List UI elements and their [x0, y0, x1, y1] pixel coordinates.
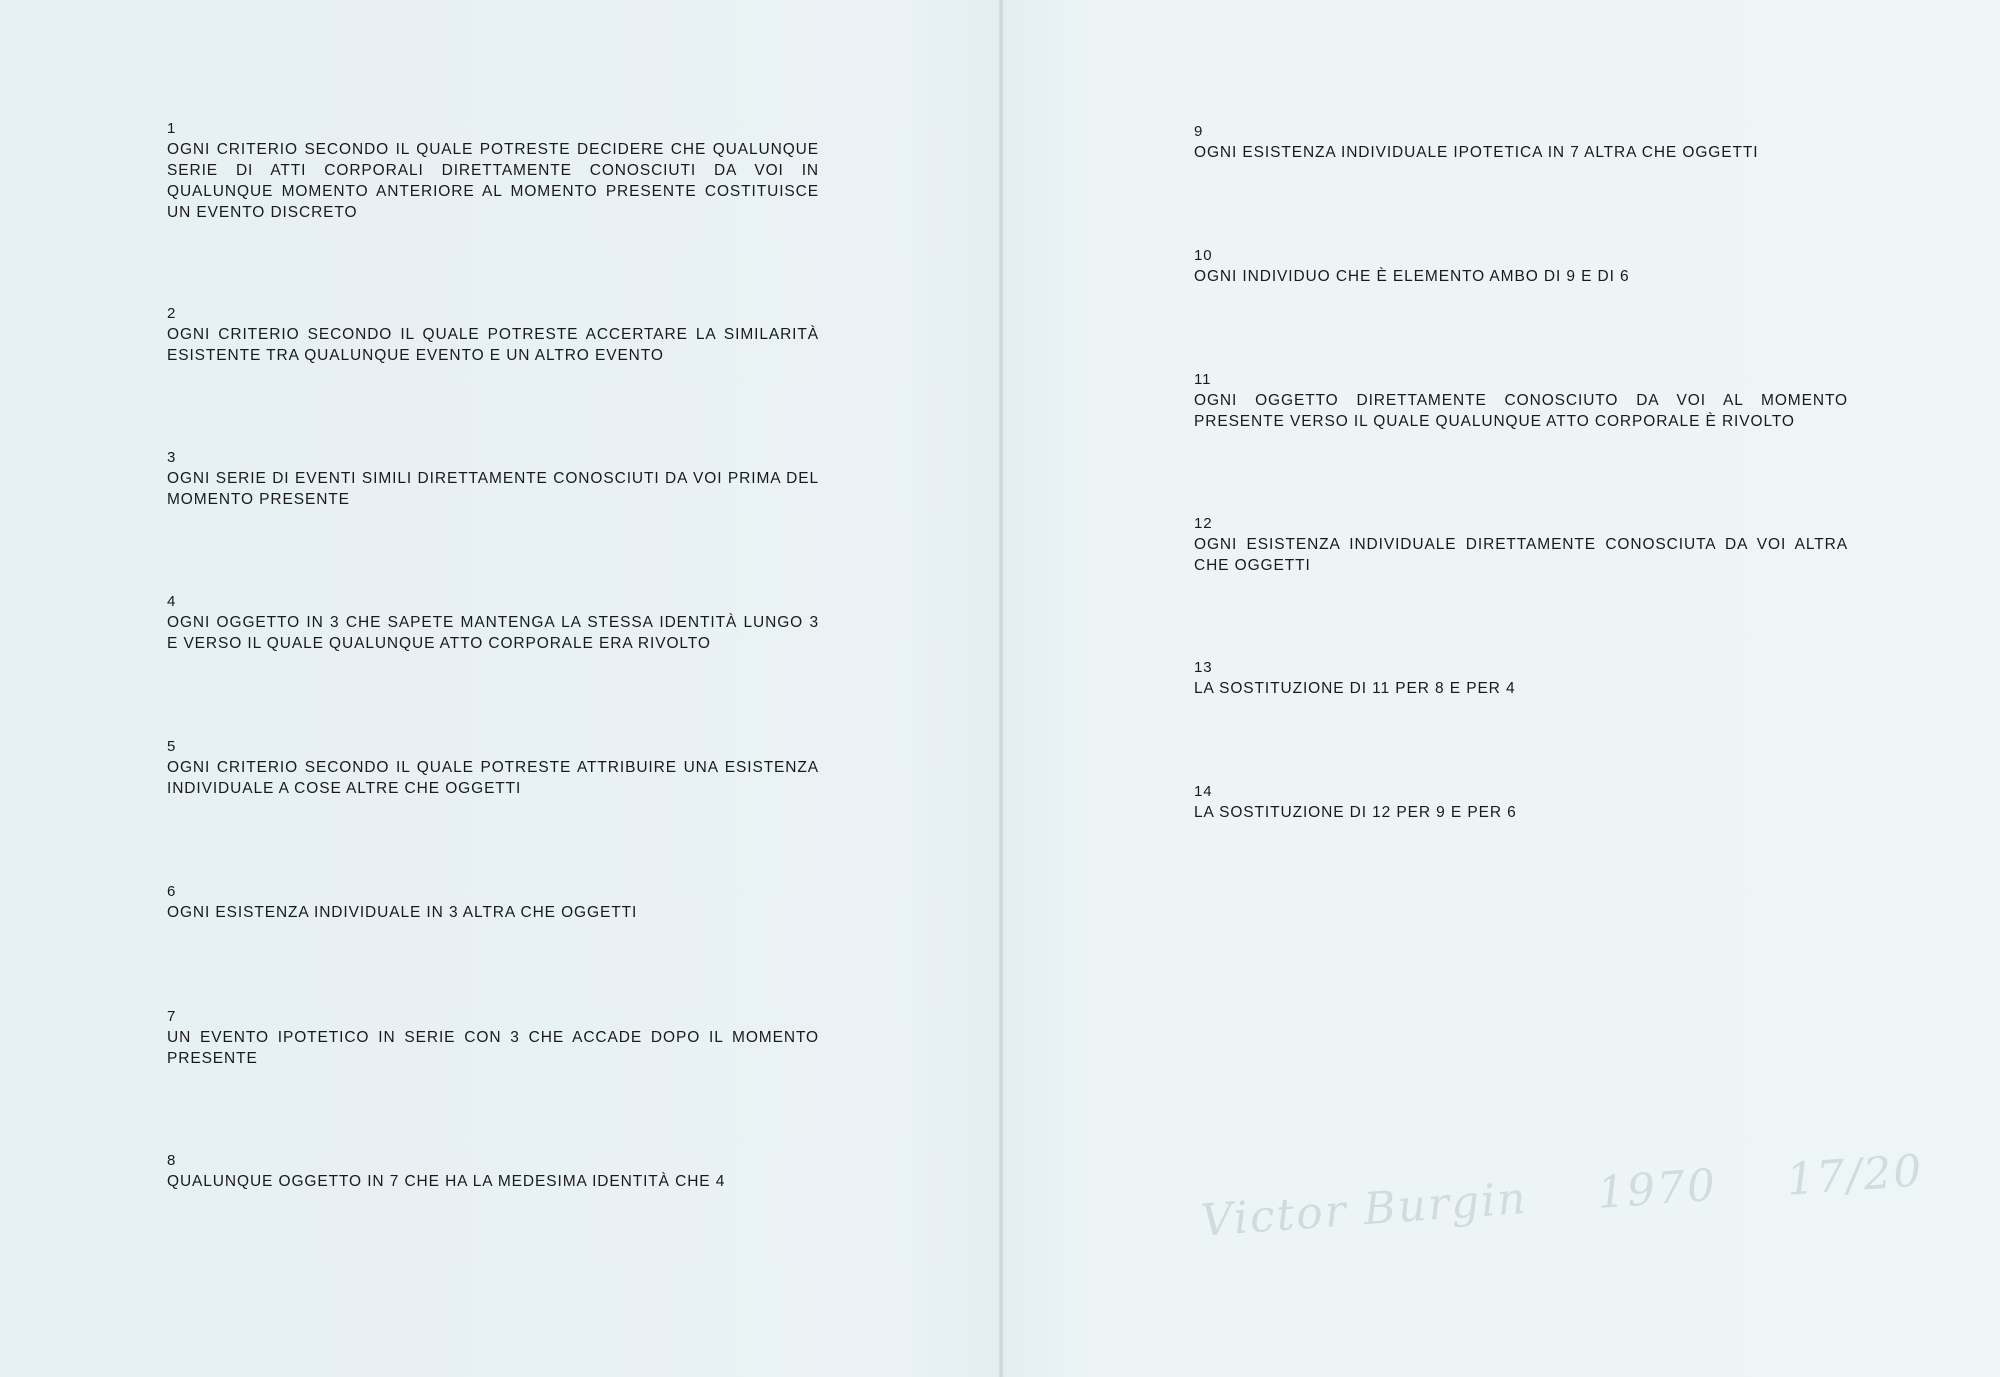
statement-text: OGNI OGGETTO DIRETTAMENTE CONOSCIUTO DA VOI AL MOMENTO PRESENTE VERSO IL QUALE QUALUNQUE ATTO CORPORALE È RIVOLTO — [1194, 392, 1848, 430]
statement-1 — [167, 118, 819, 223]
statement-number: 2 — [167, 305, 177, 322]
statement-number: 10 — [1194, 247, 1213, 264]
statement-number: 7 — [167, 1008, 177, 1025]
statement-text: OGNI ESISTENZA INDIVIDUALE IN 3 ALTRA CHE OGGETTI — [167, 904, 638, 921]
statement-text: OGNI ESISTENZA INDIVIDUALE DIRETTAMENTE CONOSCIUTA DA VOI ALTRA CHE OGGETTI — [1194, 536, 1848, 574]
statement-number: 13 — [1194, 659, 1213, 676]
statement-6 — [167, 881, 819, 923]
statement-text: OGNI OGGETTO IN 3 CHE SAPETE MANTENGA LA STESSA IDENTITÀ LUNGO 3 E VERSO IL QUALE QUALUNQUE ATTO CORPORALE ERA RIVOLTO — [167, 614, 819, 652]
statement-text: OGNI SERIE DI EVENTI SIMILI DIRETTAMENTE CONOSCIUTI DA VOI PRIMA DEL MOMENTO PRESENTE — [167, 470, 819, 508]
statement-2 — [167, 303, 819, 366]
statement-9 — [1194, 121, 1848, 163]
statement-number: 11 — [1194, 371, 1212, 388]
statement-text: OGNI CRITERIO SECONDO IL QUALE POTRESTE ACCERTARE LA SIMILARITÀ ESISTENTE TRA QUALUNQUE EVENTO E UN ALTRO EVENTO — [167, 326, 819, 364]
signature-edition: 17/20 — [1784, 1145, 1925, 1206]
statement-text: UN EVENTO IPOTETICO IN SERIE CON 3 CHE ACCADE DOPO IL MOMENTO PRESENTE — [167, 1029, 819, 1067]
statement-13 — [1194, 657, 1848, 699]
statement-7 — [167, 1006, 819, 1069]
statement-text: LA SOSTITUZIONE DI 11 PER 8 E PER 4 — [1194, 680, 1516, 697]
signature-year: 1970 — [1595, 1159, 1719, 1219]
statement-10 — [1194, 245, 1848, 287]
statement-number: 3 — [167, 449, 177, 466]
left-page — [0, 0, 998, 1377]
statement-text: OGNI ESISTENZA INDIVIDUALE IPOTETICA IN 7 ALTRA CHE OGGETTI — [1194, 144, 1759, 161]
statement-number: 4 — [167, 593, 177, 610]
statement-number: 5 — [167, 738, 177, 755]
statement-number: 6 — [167, 883, 177, 900]
statement-14 — [1194, 781, 1848, 823]
statement-number: 14 — [1194, 783, 1213, 800]
statement-text: QUALUNQUE OGGETTO IN 7 CHE HA LA MEDESIMA IDENTITÀ CHE 4 — [167, 1173, 726, 1190]
statement-11 — [1194, 369, 1848, 432]
statement-text: OGNI CRITERIO SECONDO IL QUALE POTRESTE DECIDERE CHE QUALUNQUE SERIE DI ATTI CORPORALI DIRETTAMENTE CONOSCIUTI DA VOI IN QUALUNQUE MOMENTO ANTERIORE AL MOMENTO PRESENTE COSTITUISCE UN EVENTO DISCRETO — [167, 141, 819, 221]
signature-name: Victor Burgin — [1199, 1172, 1530, 1247]
statement-3 — [167, 447, 819, 510]
statement-text: OGNI CRITERIO SECONDO IL QUALE POTRESTE ATTRIBUIRE UNA ESISTENZA INDIVIDUALE A COSE ALTRE CHE OGGETTI — [167, 759, 819, 797]
statement-text: OGNI INDIVIDUO CHE È ELEMENTO AMBO DI 9 E DI 6 — [1194, 268, 1630, 285]
statement-5 — [167, 736, 819, 799]
statement-number: 8 — [167, 1152, 177, 1169]
statement-number: 9 — [1194, 123, 1204, 140]
statement-12 — [1194, 513, 1848, 576]
statement-8 — [167, 1150, 819, 1192]
statement-text: LA SOSTITUZIONE DI 12 PER 9 E PER 6 — [1194, 804, 1517, 821]
statement-number: 1 — [167, 120, 177, 137]
statement-number: 12 — [1194, 515, 1213, 532]
statement-4 — [167, 591, 819, 654]
